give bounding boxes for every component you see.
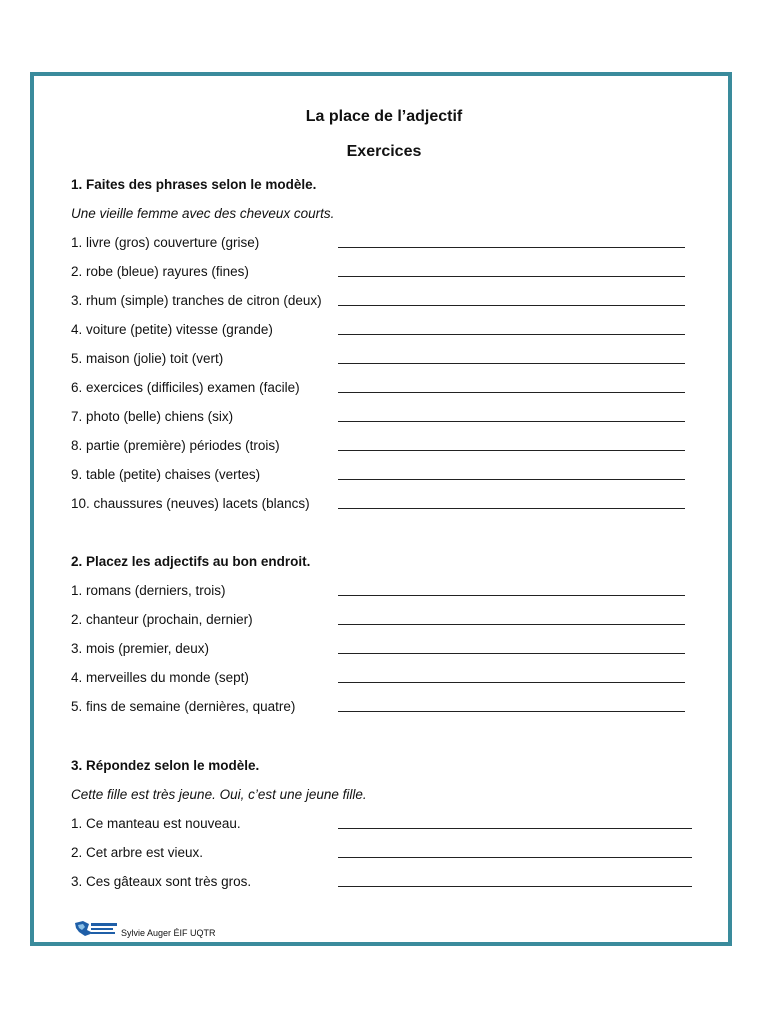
answer-line[interactable] bbox=[338, 682, 685, 683]
section-3-item: 1. Ce manteau est nouveau. bbox=[71, 816, 241, 831]
answer-line[interactable] bbox=[338, 857, 692, 858]
answer-line[interactable] bbox=[338, 595, 685, 596]
answer-line[interactable] bbox=[338, 508, 685, 509]
section-3-item: 3. Ces gâteaux sont très gros. bbox=[71, 874, 252, 889]
footer bbox=[73, 920, 216, 938]
answer-line[interactable] bbox=[338, 828, 692, 829]
answer-line[interactable] bbox=[338, 479, 685, 480]
answer-line[interactable] bbox=[338, 363, 685, 364]
section-2-item: 5. fins de semaine (dernières, quatre) bbox=[71, 699, 296, 714]
section-1-item: 8. partie (première) périodes (trois) bbox=[71, 438, 280, 453]
section-3-item: 2. Cet arbre est vieux. bbox=[71, 845, 204, 860]
section-1-item: 7. photo (belle) chiens (six) bbox=[71, 409, 234, 424]
section-2-item: 2. chanteur (prochain, dernier) bbox=[71, 612, 253, 627]
footer-author: Sylvie Auger ÉIF UQTR bbox=[121, 928, 216, 938]
answer-line[interactable] bbox=[338, 711, 685, 712]
school-logo-icon bbox=[73, 920, 119, 938]
section-1-heading: 1. Faites des phrases selon le modèle. bbox=[71, 177, 317, 192]
answer-line[interactable] bbox=[338, 392, 685, 393]
answer-line[interactable] bbox=[338, 305, 685, 306]
section-2-item: 3. mois (premier, deux) bbox=[71, 641, 210, 656]
answer-line[interactable] bbox=[338, 247, 685, 248]
section-1-item: 4. voiture (petite) vitesse (grande) bbox=[71, 322, 273, 337]
section-3-model: Cette fille est très jeune. Oui, c’est une jeune fille. bbox=[71, 787, 367, 802]
section-2-heading: 2. Placez les adjectifs au bon endroit. bbox=[71, 554, 311, 569]
section-1-item: 6. exercices (difficiles) examen (facile) bbox=[71, 380, 300, 395]
section-1-item: 1. livre (gros) couverture (grise) bbox=[71, 235, 260, 250]
answer-line[interactable] bbox=[338, 624, 685, 625]
section-1-item: 10. chaussures (neuves) lacets (blancs) bbox=[71, 496, 310, 511]
section-1-item: 3. rhum (simple) tranches de citron (deux) bbox=[71, 293, 322, 308]
answer-line[interactable] bbox=[338, 653, 685, 654]
page-subtitle: Exercices bbox=[346, 143, 422, 160]
answer-line[interactable] bbox=[338, 450, 685, 451]
section-1-item: 9. table (petite) chaises (vertes) bbox=[71, 467, 261, 482]
answer-line[interactable] bbox=[338, 334, 685, 335]
answer-line[interactable] bbox=[338, 421, 685, 422]
page-title: La place de l’adjectif bbox=[305, 108, 463, 125]
section-1-item: 5. maison (jolie) toit (vert) bbox=[71, 351, 224, 366]
section-2-item: 1. romans (derniers, trois) bbox=[71, 583, 226, 598]
answer-line[interactable] bbox=[338, 886, 692, 887]
section-1-model: Une vieille femme avec des cheveux courts. bbox=[71, 206, 335, 221]
section-2-item: 4. merveilles du monde (sept) bbox=[71, 670, 249, 685]
section-1-item: 2. robe (bleue) rayures (fines) bbox=[71, 264, 249, 279]
section-3-heading: 3. Répondez selon le modèle. bbox=[71, 758, 260, 773]
answer-line[interactable] bbox=[338, 276, 685, 277]
